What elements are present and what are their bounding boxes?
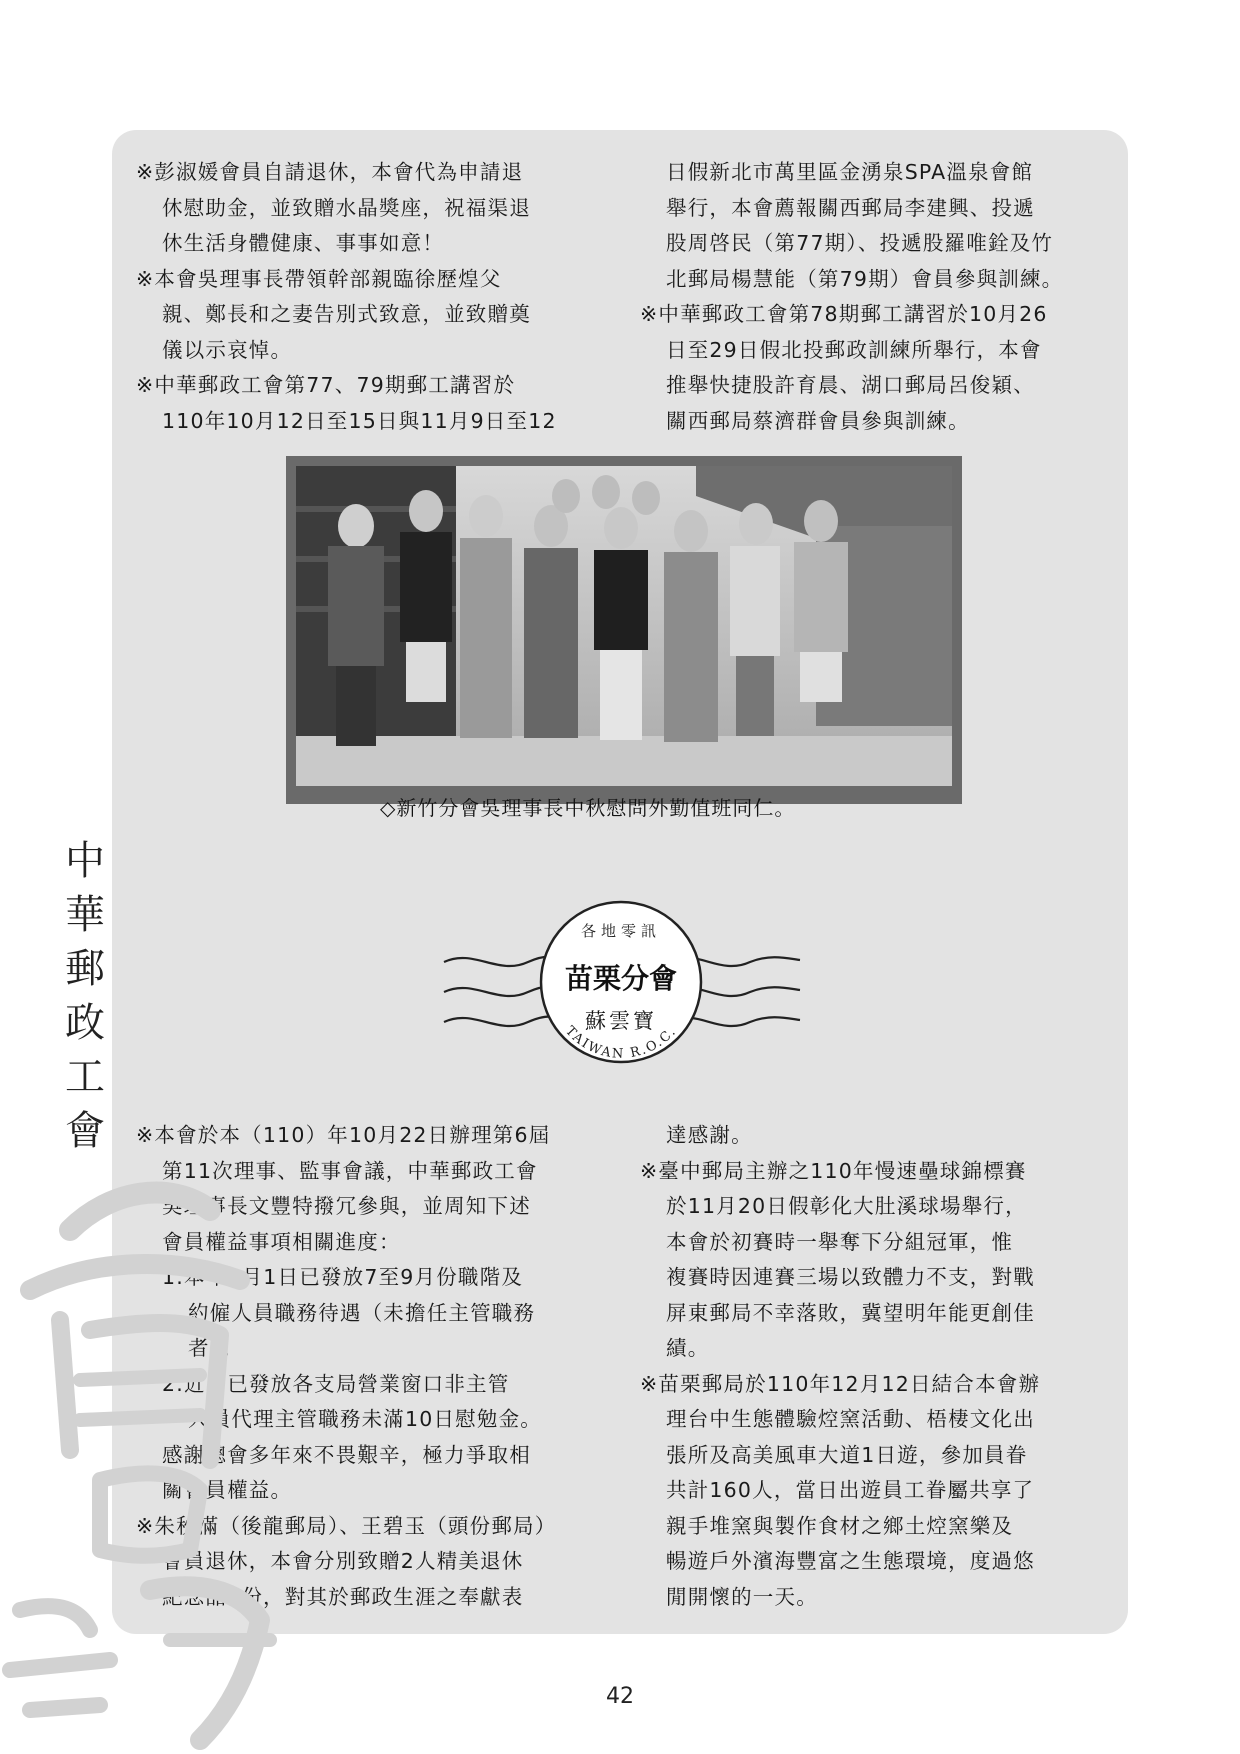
text-line: 於11月20日假彰化大肚溪球場舉行，: [666, 1194, 1027, 1218]
watermark-calligraphy: [0, 1170, 300, 1754]
text-line: 閒開懷的一天。: [666, 1584, 818, 1609]
text-line: 張所及高美風車大道1日遊，參加員眷: [666, 1442, 1028, 1467]
text-line: 第11次理事、監事會議，中華郵政工會: [162, 1158, 538, 1183]
text-line: 舉行，本會薦報關西郵局李建興、投遞: [666, 195, 1035, 220]
text-line: 共計160人，當日出遊員工眷屬共享了: [666, 1478, 1035, 1502]
vertical-title-char: 工: [65, 1054, 105, 1100]
text-line: 本會於初賽時一舉奪下分組冠軍，惟: [666, 1229, 1014, 1254]
text-line: 推舉快捷股許育晨、湖口郵局呂俊穎、: [666, 373, 1035, 397]
text-line: 績。: [666, 1336, 710, 1360]
group-photo: [296, 466, 952, 786]
bullet-item-line: ※苗栗郵局於110年12月12日結合本會辦: [640, 1371, 1041, 1396]
text-line: 複賽時因連賽三場以致體力不支，對戰: [666, 1265, 1035, 1289]
text-line: 日至29日假北投郵政訓練所舉行，本會: [666, 337, 1042, 362]
text-line: 股周啓民（第77期）、投遞股羅唯銓及竹: [666, 231, 1054, 255]
group-photo-illustration: [296, 466, 952, 786]
text-line: 110年10月12日至15日與11月9日至12: [162, 408, 557, 433]
vertical-title-char: 華: [65, 892, 105, 938]
text-line: 北郵局楊慧能（第79期）會員參與訓練。: [666, 266, 1064, 291]
stamp-bottom-text: TAIWAN R.O.C.: [562, 1023, 680, 1062]
page-number: 42: [606, 1684, 634, 1709]
stamp-branch-name: 苗栗分會: [564, 962, 678, 995]
text-line: 2.近日已發放各支局營業窗口非主管: [162, 1371, 510, 1396]
stamp-top-text: 各地零訊: [580, 922, 662, 940]
vertical-title-char: 郵: [65, 946, 105, 992]
text-line: 理台中生態體驗焢窯活動、梧棲文化出: [666, 1407, 1035, 1431]
text-line: 暢遊戶外濱海豐富之生態環境，度過悠: [666, 1549, 1035, 1573]
postmark-stamp: [436, 900, 806, 1070]
text-line: 日假新北市萬里區金湧泉SPA溫泉會館: [666, 160, 1034, 184]
bullet-item-line: ※中華郵政工會第78期郵工講習於10月26: [640, 302, 1048, 326]
text-line: 休生活身體健康、事事如意！: [162, 231, 445, 255]
photo-caption: ◇新竹分會吳理事長中秋慰問外勤值班同仁。: [380, 796, 796, 820]
text-line: 親、鄭長和之妻告別式致意，並致贈奠: [162, 302, 531, 326]
text-line: 約僱人員職務待遇（未擔任主管職務: [188, 1300, 536, 1325]
text-line: 親手堆窯與製作食材之鄉土焢窯樂及: [666, 1513, 1014, 1538]
section1-left-column: [136, 155, 616, 439]
stamp-author: 蘇雲寶: [585, 1009, 657, 1033]
text-line: 儀以示哀悼。: [162, 337, 293, 362]
text-line: 1.本年9月1日已發放7至9月份職階及: [162, 1265, 524, 1289]
text-line: 關西郵局蔡濟群會員參與訓練。: [666, 408, 970, 433]
bullet-item-line: ※本會於本（110）年10月22日辦理第6屆: [136, 1123, 551, 1147]
bullet-item-line: ※中華郵政工會第77、79期郵工講習於: [136, 373, 516, 397]
bullet-item-line: ※臺中郵局主辦之110年慢速壘球錦標賽: [640, 1158, 1027, 1183]
text-line: 達感謝。: [666, 1123, 753, 1147]
text-line: 感謝總會多年來不畏艱辛，極力爭取相: [162, 1442, 531, 1467]
text-line: 會員權益事項相關進度：: [162, 1229, 401, 1254]
vertical-publication-title: [60, 834, 110, 1158]
text-line: 會員退休，本會分別致贈2人精美退休: [162, 1549, 524, 1573]
bullet-item-line: ※本會吳理事長帶領幹部親臨徐歷煌父: [136, 266, 502, 291]
text-line: 人員代理主管職務未滿10日慰勉金。: [188, 1407, 542, 1431]
text-line: 吳理事長文豐特撥冗參與，並周知下述: [162, 1194, 531, 1218]
vertical-title-char: 會: [65, 1108, 105, 1154]
bullet-item-line: ※朱秋滿（後龍郵局）、王碧玉（頭份郵局）: [136, 1513, 557, 1538]
text-line: 關會員權益。: [162, 1478, 293, 1502]
photo-frame: [286, 456, 962, 804]
vertical-title-char: 政: [65, 1000, 105, 1046]
section2-right-column: [640, 1118, 1120, 1615]
section1-right-column: [640, 155, 1120, 439]
vertical-title-char: 中: [65, 838, 105, 884]
text-line: 紀念品1份，對其於郵政生涯之奉獻表: [162, 1584, 524, 1609]
text-line: 者）。: [188, 1336, 243, 1360]
text-line: 屏東郵局不幸落敗，冀望明年能更創佳: [666, 1300, 1035, 1325]
bullet-item-line: ※彭淑媛會員自請退休，本會代為申請退: [136, 160, 524, 184]
text-line: 休慰助金，並致贈水晶獎座，祝福渠退: [162, 195, 531, 220]
